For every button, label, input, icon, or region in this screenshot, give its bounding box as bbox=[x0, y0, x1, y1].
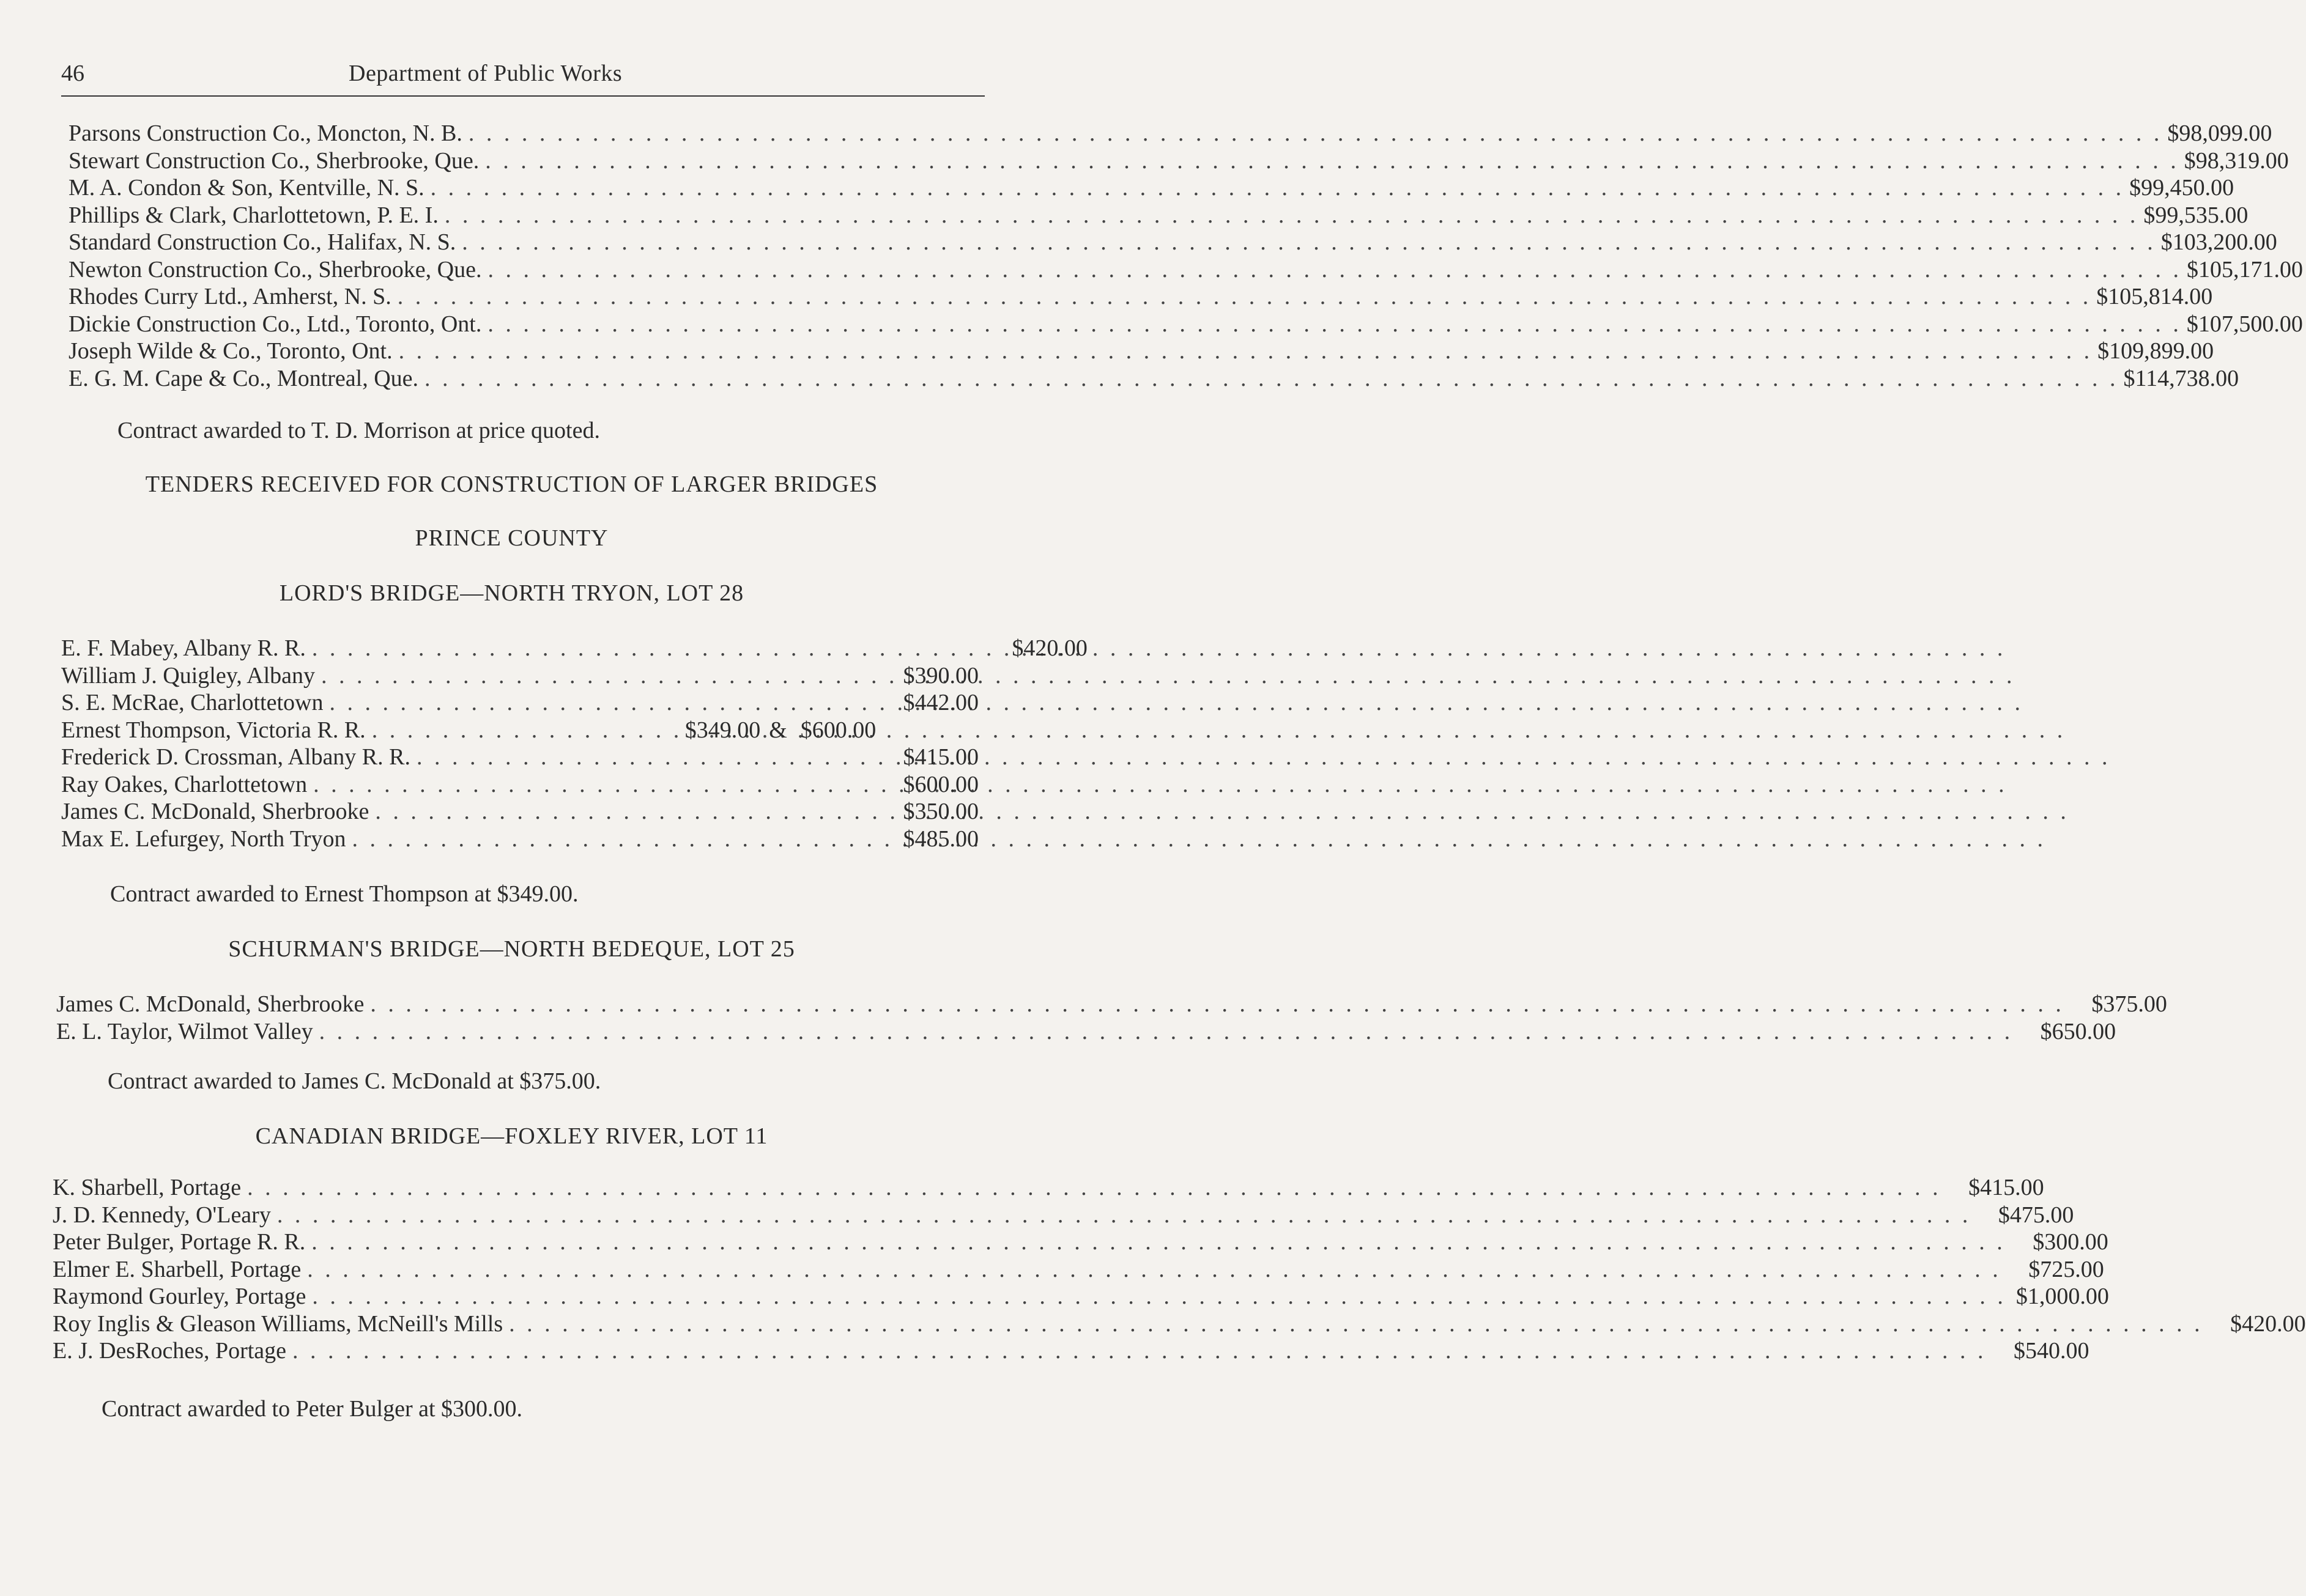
tender-row bbox=[61, 635, 1088, 662]
dot-leader bbox=[431, 174, 2125, 202]
dot-leader bbox=[292, 1337, 1987, 1365]
tender-amount: $415.00 bbox=[903, 744, 979, 770]
tenderer-name: Phillips & Clark, Charlottetown, P. E. I. bbox=[69, 202, 439, 228]
tender-row bbox=[61, 826, 979, 853]
tender-amount: $300.00 bbox=[2033, 1229, 2108, 1255]
tender-row bbox=[69, 256, 2303, 284]
tender-list-schurmans-bridge bbox=[56, 991, 2167, 1045]
tender-amount: $415.00 bbox=[1968, 1175, 2044, 1200]
tenderer-name: James C. McDonald, Sherbrooke bbox=[56, 991, 365, 1017]
tenderer-name: Peter Bulger, Portage R. R. bbox=[53, 1229, 306, 1255]
tenderer-name: William J. Quigley, Albany bbox=[61, 662, 316, 689]
tenderer-name: E. G. M. Cape & Co., Montreal, Que. bbox=[69, 365, 419, 391]
dot-leader bbox=[399, 338, 2093, 365]
tenderer-name: Newton Construction Co., Sherbrooke, Que. bbox=[69, 256, 482, 283]
tender-row bbox=[53, 1174, 2044, 1202]
dot-leader bbox=[445, 202, 2139, 229]
tenderer-name: Ernest Thompson, Victoria R. R. bbox=[61, 717, 366, 743]
dot-leader bbox=[247, 1174, 1941, 1202]
tender-row bbox=[53, 1310, 2306, 1338]
contract-award-note: Contract awarded to Ernest Thompson at $349.00. bbox=[110, 881, 579, 907]
tender-row bbox=[53, 1337, 2089, 1365]
contract-award-note: Contract awarded to Peter Bulger at $300.00. bbox=[102, 1396, 523, 1422]
tenderer-name: James C. McDonald, Sherbrooke bbox=[61, 799, 369, 824]
tender-amount: $390.00 bbox=[903, 662, 979, 689]
tender-amount: $105,814.00 bbox=[2096, 284, 2213, 309]
tender-row bbox=[53, 1256, 2104, 1284]
tender-row bbox=[56, 1018, 2116, 1046]
dot-leader bbox=[424, 365, 2119, 393]
contract-award-note: Contract awarded to James C. McDonald at $375.00. bbox=[108, 1068, 601, 1094]
tender-amount: $375.00 bbox=[2091, 991, 2167, 1017]
dot-leader bbox=[469, 120, 2163, 147]
tender-amount: $475.00 bbox=[1998, 1202, 2074, 1228]
ampersand: & bbox=[769, 717, 787, 743]
tender-row bbox=[61, 771, 979, 799]
dot-leader bbox=[319, 1018, 2014, 1046]
dot-leader bbox=[509, 1310, 2203, 1338]
tender-row bbox=[69, 174, 2234, 202]
alternate-tender-amount: $349.00 bbox=[684, 717, 761, 743]
tenderer-name: J. D. Kennedy, O'Leary bbox=[53, 1202, 271, 1228]
tenderer-name: E. L. Taylor, Wilmot Valley bbox=[56, 1018, 313, 1044]
tender-row bbox=[61, 662, 979, 690]
tender-amount: $109,899.00 bbox=[2097, 338, 2214, 364]
tender-amount: $650.00 bbox=[2040, 1018, 2116, 1044]
dot-leader bbox=[311, 1228, 2006, 1256]
tender-amount: $1,000.00 bbox=[2015, 1284, 2109, 1309]
dot-leader bbox=[372, 717, 678, 744]
tender-row bbox=[69, 229, 2277, 256]
tender-amount: $99,450.00 bbox=[2129, 175, 2234, 201]
tender-list-lords-bridge bbox=[61, 635, 1088, 852]
tenderer-name: E. J. DesRoches, Portage bbox=[53, 1338, 287, 1364]
tender-amount: $420.00 bbox=[1012, 635, 1088, 661]
lords-bridge-heading: LORD'S BRIDGE—NORTH TRYON, LOT 28 bbox=[279, 580, 744, 606]
tender-list-canadian-bridge bbox=[53, 1174, 2306, 1365]
running-head bbox=[61, 60, 985, 97]
tender-amount: $114,738.00 bbox=[2123, 365, 2239, 391]
tender-amount: $350.00 bbox=[903, 799, 979, 824]
tender-amount: $99,535.00 bbox=[2143, 202, 2249, 228]
tender-amount: $98,099.00 bbox=[2167, 120, 2272, 146]
dot-leader bbox=[370, 991, 2064, 1018]
schurmans-bridge-heading: SCHURMAN'S BRIDGE—NORTH BEDEQUE, LOT 25 bbox=[228, 936, 795, 962]
tenderer-name: Max E. Lefurgey, North Tryon bbox=[61, 826, 346, 852]
tender-row bbox=[69, 147, 2289, 175]
county-heading: PRINCE COUNTY bbox=[415, 525, 609, 551]
tender-row bbox=[53, 1228, 2108, 1256]
tender-row bbox=[69, 311, 2303, 338]
tender-row bbox=[69, 202, 2249, 229]
tenderer-name: Parsons Construction Co., Moncton, N. B. bbox=[69, 120, 462, 146]
tender-amount: $600.00 bbox=[800, 717, 877, 743]
tender-row bbox=[61, 744, 979, 771]
tenderer-name: Dickie Construction Co., Ltd., Toronto, Ont. bbox=[69, 311, 482, 337]
tender-amount: $98,319.00 bbox=[2184, 147, 2289, 174]
tender-row bbox=[53, 1202, 2074, 1229]
tender-list-general bbox=[69, 120, 2303, 392]
dot-leader bbox=[398, 283, 2092, 311]
tenderer-name: Joseph Wilde & Co., Toronto, Ont. bbox=[69, 338, 393, 364]
tender-amount: $540.00 bbox=[2014, 1338, 2089, 1364]
tender-amount: $420.00 bbox=[2230, 1310, 2306, 1337]
tender-row bbox=[69, 365, 2239, 393]
tenderer-name: Roy Inglis & Gleason Williams, McNeill's Mills bbox=[53, 1310, 503, 1337]
dot-leader bbox=[485, 147, 2179, 175]
tender-row bbox=[61, 717, 979, 744]
dot-leader bbox=[307, 1256, 2001, 1284]
dot-leader bbox=[375, 798, 669, 826]
dot-leader bbox=[329, 689, 708, 717]
dot-leader bbox=[417, 744, 759, 771]
page-number: 46 bbox=[61, 61, 84, 86]
tender-amount: $442.00 bbox=[903, 690, 979, 715]
tenderer-name: Rhodes Curry Ltd., Amherst, N. S. bbox=[69, 284, 391, 309]
tenderer-name: E. F. Mabey, Albany R. R. bbox=[61, 635, 306, 661]
dot-leader bbox=[313, 771, 674, 799]
main-heading: TENDERS RECEIVED FOR CONSTRUCTION OF LARGER BRIDGES bbox=[145, 471, 878, 497]
tender-row bbox=[69, 120, 2272, 147]
contract-award-note: Contract awarded to T. D. Morrison at price quoted. bbox=[117, 418, 600, 443]
tender-row bbox=[56, 991, 2167, 1018]
dot-leader bbox=[352, 826, 658, 853]
running-title: Department of Public Works bbox=[349, 61, 623, 86]
tenderer-name: Frederick D. Crossman, Albany R. R. bbox=[61, 744, 411, 770]
dot-leader bbox=[277, 1202, 1971, 1229]
dot-leader bbox=[312, 1283, 2006, 1310]
tender-amount: $485.00 bbox=[903, 826, 979, 852]
canadian-bridge-heading: CANADIAN BRIDGE—FOXLEY RIVER, LOT 11 bbox=[255, 1123, 768, 1149]
tender-row bbox=[69, 338, 2214, 365]
tenderer-name: Elmer E. Sharbell, Portage bbox=[53, 1256, 302, 1282]
tenderer-name: Stewart Construction Co., Sherbrooke, Que. bbox=[69, 147, 480, 174]
dot-leader bbox=[462, 229, 2156, 256]
dot-leader bbox=[488, 311, 2182, 338]
tender-row bbox=[61, 798, 979, 826]
tender-row bbox=[53, 1283, 2109, 1310]
dot-leader bbox=[488, 256, 2182, 284]
tender-amount: $105,171.00 bbox=[2186, 256, 2303, 283]
tenderer-name: Ray Oakes, Charlottetown bbox=[61, 771, 308, 797]
tender-amount: $107,500.00 bbox=[2186, 311, 2303, 337]
tender-amount: $600.00 bbox=[903, 771, 979, 797]
tender-row bbox=[61, 689, 979, 717]
tenderer-name: Standard Construction Co., Halifax, N. S. bbox=[69, 229, 456, 255]
tender-amount: $725.00 bbox=[2028, 1256, 2104, 1282]
tenderer-name: M. A. Condon & Son, Kentville, N. S. bbox=[69, 175, 424, 201]
dot-leader bbox=[312, 635, 985, 662]
tenderer-name: Raymond Gourley, Portage bbox=[53, 1284, 306, 1309]
tender-row bbox=[69, 283, 2213, 311]
tenderer-name: K. Sharbell, Portage bbox=[53, 1175, 242, 1200]
dot-leader bbox=[321, 662, 700, 690]
tenderer-name: S. E. McRae, Charlottetown bbox=[61, 690, 324, 715]
tender-amount: $103,200.00 bbox=[2160, 229, 2277, 255]
